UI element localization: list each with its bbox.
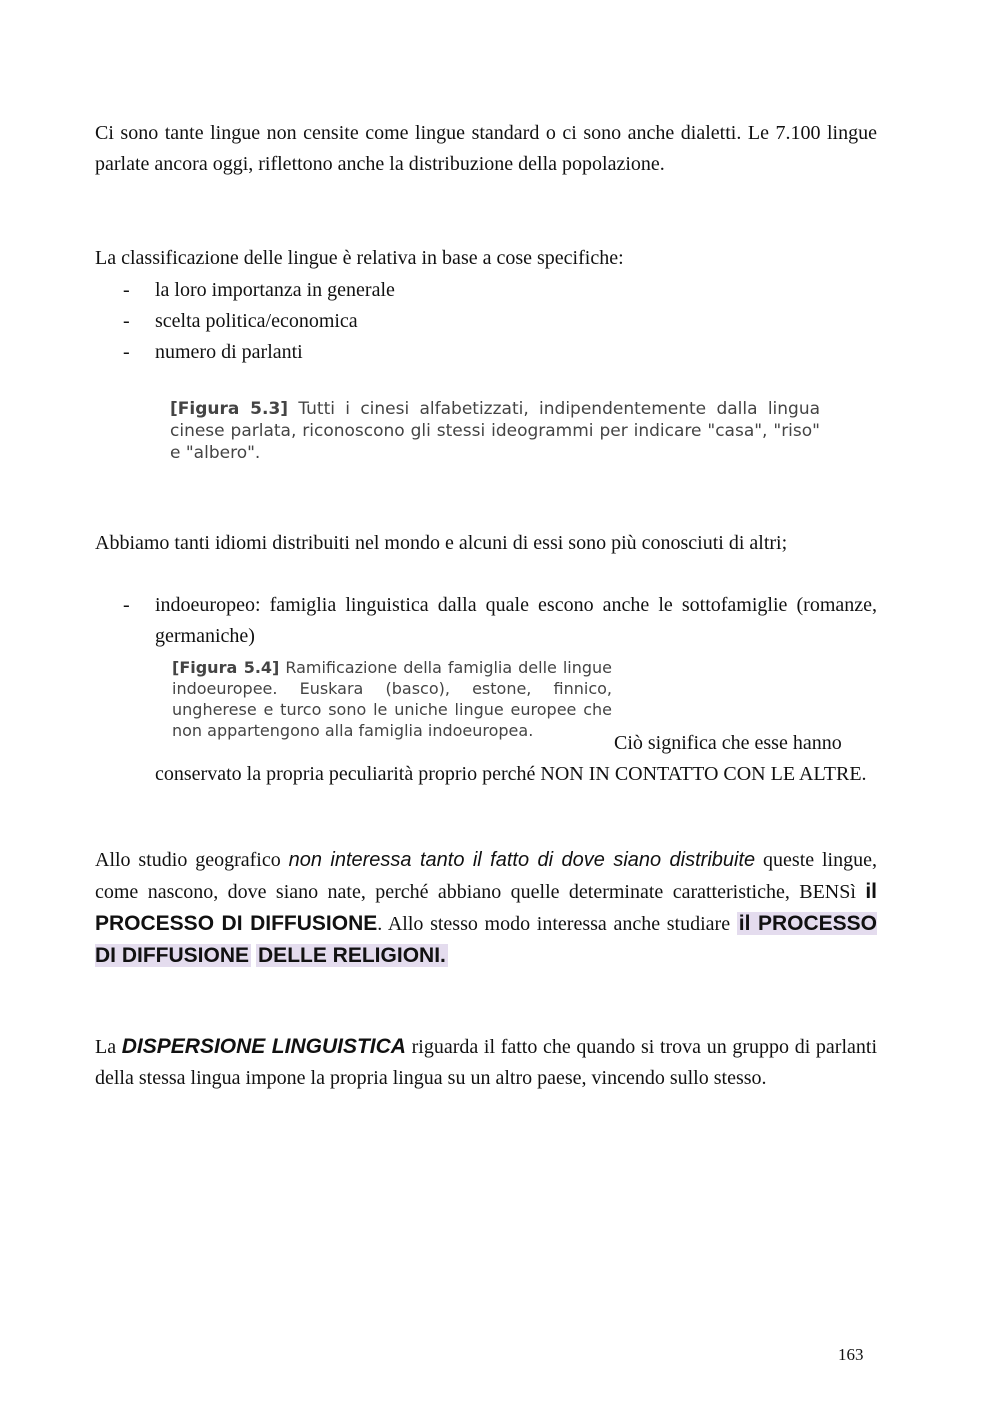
page-number: 163 [838, 1345, 864, 1364]
figure-label: [Figura 5.4] [172, 658, 280, 677]
italic-emphasis: non interessa tanto il fatto di dove siano distribuite [288, 849, 756, 871]
paragraph-studio-geografico: Allo studio geografico non interessa tanto il fatto di dove siano distribuite queste lingue, come nascono, dove siano nate, perché abbiano quelle determinate caratteristiche, BENSì il PROCESSO DI DIFFUSIONE. Allo stesso modo interessa anche studiare il PROCESSO DI DIFFUSIONE DELLE RELIGIONI. [95, 849, 877, 967]
figure-5-4-caption [172, 657, 612, 741]
paragraph-classification: La classificazione delle lingue è relativa in base a cose specifiche: [95, 247, 624, 269]
list-item: - scelta politica/economica [95, 306, 877, 337]
indoeuropeo-text: indoeuropeo: famiglia linguistica dalla quale escono anche le sottofamiglie (romanze, germaniche) [155, 594, 877, 647]
bullet-dash: - [123, 341, 130, 363]
paragraph-intro: Ci sono tante lingue non censite come lingue standard o ci sono anche dialetti. Le 7.100 lingue parlate ancora oggi, riflettono anche la distribuzione della popolazione. [95, 122, 877, 175]
paragraph-dispersione: La DISPERSIONE LINGUISTICA riguarda il fatto che quando si trova un gruppo di parlanti della stessa lingua impone la propria lingua su un altro paese, vincendo sullo stesso. [95, 1035, 878, 1089]
continuation-rest: conservato la propria peculiarità proprio perché NON IN CONTATTO CON LE ALTRE. [155, 763, 867, 785]
figure-text: Tutti i cinesi alfabetizzati, indipendentemente dalla lingua cinese parlata, riconoscono gli stessi ideogrammi per indicare "casa", "riso" e "albero". [170, 399, 821, 463]
paragraph-idiomi: Abbiamo tanti idiomi distribuiti nel mondo e alcuni di essi sono più conosciuti di altri; [95, 532, 788, 554]
indoeuropeo-item [95, 590, 877, 652]
classification-list [95, 275, 877, 368]
bold-emphasis: il PROCESSO DI DIFFUSIONE [95, 880, 877, 935]
list-item: - numero di parlanti [95, 337, 877, 368]
bold-italic-term: DISPERSIONE LINGUISTICA [121, 1035, 406, 1058]
continuation-first-line: Ciò significa che esse hanno [614, 732, 842, 754]
figure-5-3-caption [170, 398, 820, 464]
bullet-dash: - [123, 279, 130, 301]
highlighted-text: il PROCESSO DI DIFFUSIONE [95, 912, 877, 967]
list-item: - la loro importanza in generale [95, 275, 877, 306]
bullet-dash: - [123, 594, 130, 616]
bullet-dash: - [123, 310, 130, 332]
highlighted-text: DELLE RELIGIONI. [258, 944, 446, 967]
figure-text: Ramificazione della famiglia delle lingue indoeuropee. Euskara (basco), estone, finnico, ungherese e turco sono le uniche lingue europee che non appartengono alla famiglia indoeuropea. [172, 658, 612, 740]
figure-label: [Figura 5.3] [170, 399, 289, 419]
